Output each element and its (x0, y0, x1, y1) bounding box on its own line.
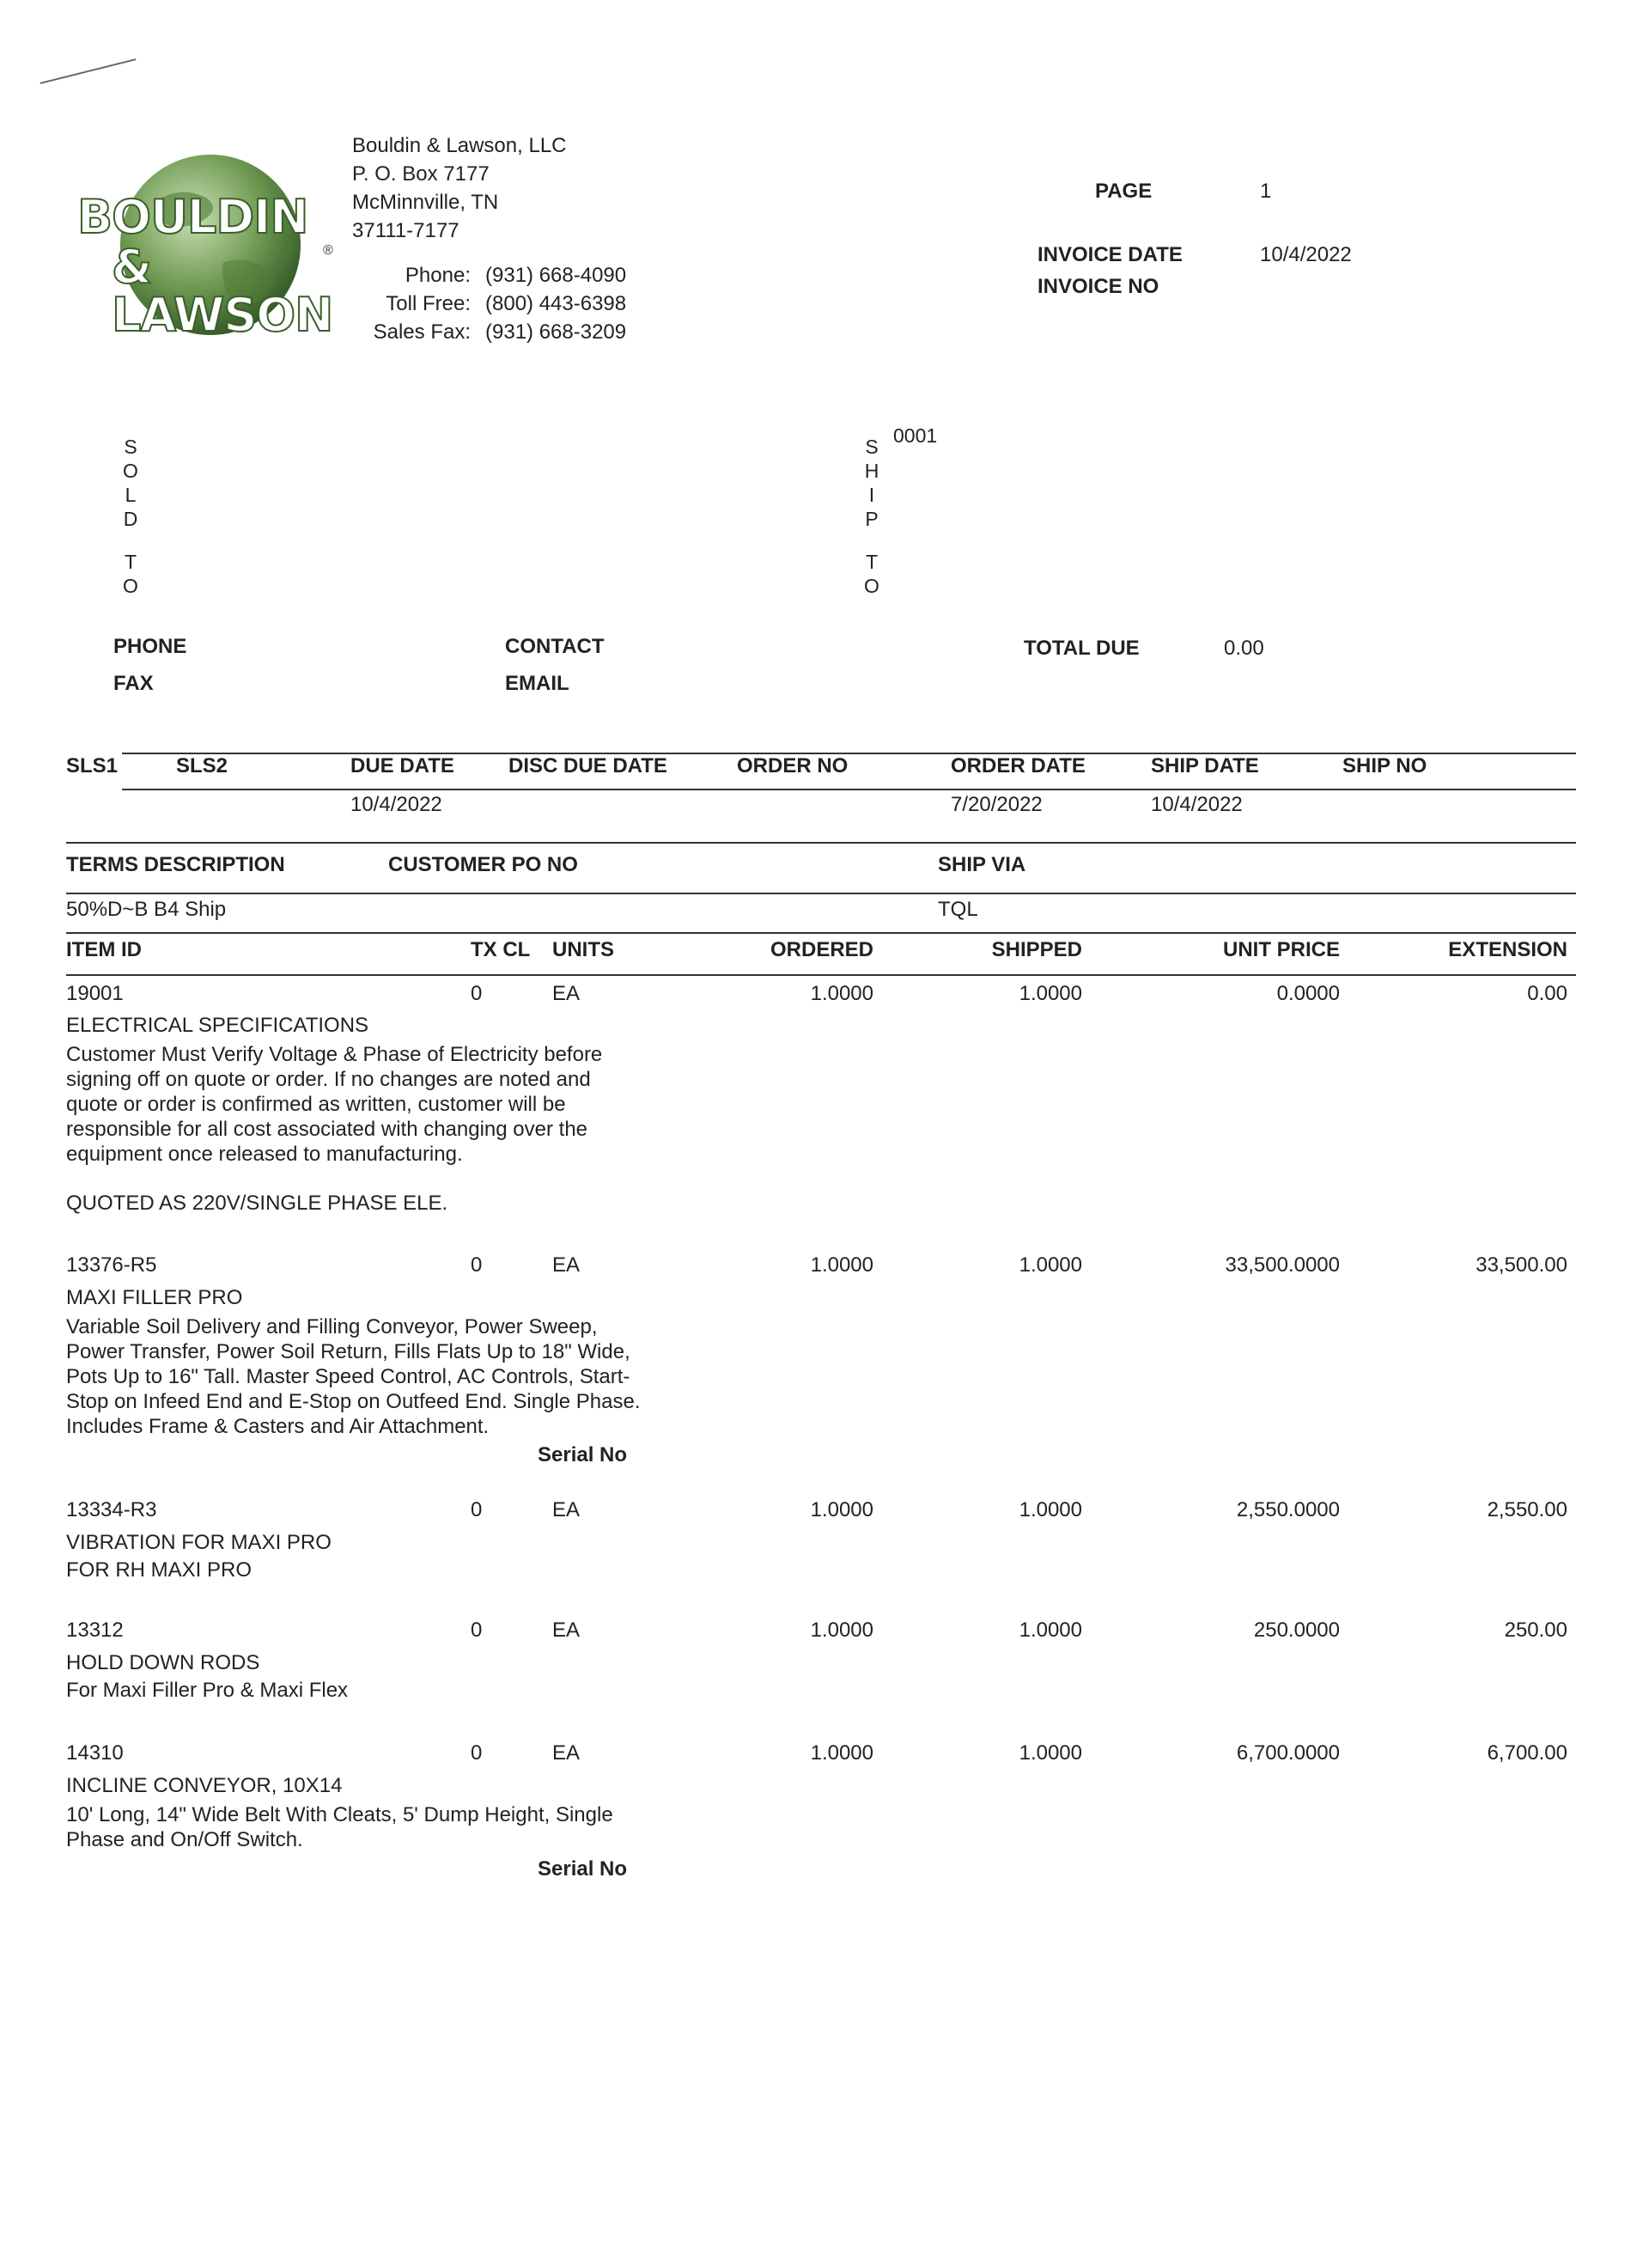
invoice-date: 10/4/2022 (1260, 243, 1352, 266)
divider-items-mid (66, 974, 1576, 976)
item-units: EA (552, 1498, 581, 1521)
item-desc-line: signing off on quote or order. If no changes are noted and (66, 1068, 591, 1091)
item-tx-cl: 0 (471, 1498, 483, 1521)
item-ordered: 1.0000 (810, 982, 873, 1005)
company-address-2: McMinnville, TN (352, 191, 499, 214)
terms-header: TERMS DESCRIPTION (66, 853, 285, 876)
due-date-header: DUE DATE (350, 754, 454, 777)
item-desc-line: Includes Frame & Casters and Air Attachment. (66, 1415, 490, 1438)
units-header: UNITS (552, 938, 614, 961)
page-number: 1 (1260, 180, 1272, 203)
sales-fax-label: Sales Fax: (373, 320, 471, 344)
item-unit-price: 33,500.0000 (1225, 1253, 1340, 1277)
item-extension: 6,700.00 (1487, 1741, 1567, 1765)
item-unit-price: 6,700.0000 (1236, 1741, 1340, 1765)
ship-via-value: TQL (938, 898, 978, 921)
item-unit-price: 2,550.0000 (1236, 1498, 1340, 1521)
item-units: EA (552, 982, 581, 1005)
item-desc-line: For Maxi Filler Pro & Maxi Flex (66, 1679, 349, 1702)
shipped-header: SHIPPED (991, 938, 1082, 961)
divider-terms-mid (66, 893, 1576, 894)
sold-label: S O L D (123, 436, 138, 530)
item-extension: 0.00 (1527, 982, 1567, 1005)
item-tx-cl: 0 (471, 1741, 483, 1765)
item-desc-line: Customer Must Verify Voltage & Phase of Electricity before (66, 1043, 603, 1066)
ship-to-label: T O (864, 551, 879, 597)
divider-terms-top (66, 842, 1576, 844)
item-id-header: ITEM ID (66, 938, 142, 961)
ship-via-header: SHIP VIA (938, 853, 1026, 876)
contact-field-label: CONTACT (505, 635, 605, 658)
item-title: INCLINE CONVEYOR, 10X14 (66, 1774, 343, 1797)
ordered-header: ORDERED (770, 938, 873, 961)
tollfree-value: (800) 443-6398 (485, 292, 627, 315)
company-name: Bouldin & Lawson, LLC (352, 134, 567, 157)
fax-field-label: FAX (113, 672, 154, 695)
extension-header: EXTENSION (1448, 938, 1567, 961)
logo-text-2: & LAWSON (112, 240, 333, 342)
item-ordered: 1.0000 (810, 1253, 873, 1277)
item-desc-line: quote or order is confirmed as written, customer will be (66, 1093, 566, 1116)
item-ordered: 1.0000 (810, 1741, 873, 1765)
sls2-header: SLS2 (176, 754, 228, 777)
item-tx-cl: 0 (471, 1619, 483, 1642)
item-units: EA (552, 1619, 581, 1642)
item-title: HOLD DOWN RODS (66, 1651, 260, 1674)
customer-po-header: CUSTOMER PO NO (388, 853, 578, 876)
item-shipped: 1.0000 (1019, 1619, 1082, 1642)
item-shipped: 1.0000 (1019, 1253, 1082, 1277)
item-ordered: 1.0000 (810, 1498, 873, 1521)
due-date-value: 10/4/2022 (350, 793, 442, 816)
item-tx-cl: 0 (471, 982, 483, 1005)
scan-mark (40, 58, 136, 84)
item-title: VIBRATION FOR MAXI PRO (66, 1531, 332, 1554)
ship-label: S H I P (864, 436, 879, 530)
item-unit-price: 250.0000 (1253, 1619, 1340, 1642)
disc-due-date-header: DISC DUE DATE (508, 754, 667, 777)
terms-value: 50%D~B B4 Ship (66, 898, 227, 921)
logo-registered: ® (323, 243, 333, 258)
item-desc-line: Variable Soil Delivery and Filling Conveyor, Power Sweep, (66, 1315, 598, 1338)
item-desc-line: Pots Up to 16" Tall. Master Speed Control, AC Controls, Start- (66, 1365, 630, 1388)
item-units: EA (552, 1741, 581, 1765)
invoice-date-label: INVOICE DATE (1037, 243, 1183, 266)
ship-date-header: SHIP DATE (1151, 754, 1259, 777)
item-id: 14310 (66, 1741, 124, 1765)
item-extension: 2,550.00 (1487, 1498, 1567, 1521)
divider-order-mid (122, 789, 1576, 790)
item-serial-label: Serial No (538, 1443, 628, 1466)
item-desc-line: Stop on Infeed End and E-Stop on Outfeed End. Single Phase. (66, 1390, 641, 1413)
item-units: EA (552, 1253, 581, 1277)
item-note: QUOTED AS 220V/SINGLE PHASE ELE. (66, 1192, 448, 1215)
item-extension: 250.00 (1504, 1619, 1567, 1642)
phone-field-label: PHONE (113, 635, 187, 658)
item-ordered: 1.0000 (810, 1619, 873, 1642)
ship-date-value: 10/4/2022 (1151, 793, 1243, 816)
ship-no-header: SHIP NO (1342, 754, 1427, 777)
item-id: 13376-R5 (66, 1253, 157, 1277)
item-serial-label: Serial No (538, 1857, 628, 1881)
total-due-value: 0.00 (1224, 637, 1264, 660)
item-desc-line: equipment once released to manufacturing. (66, 1143, 463, 1166)
total-due-label: TOTAL DUE (1024, 637, 1140, 660)
item-title: ELECTRICAL SPECIFICATIONS (66, 1014, 369, 1037)
ship-to-code: 0001 (893, 424, 938, 447)
item-desc-line: Power Transfer, Power Soil Return, Fills Flats Up to 18" Wide, (66, 1340, 630, 1363)
item-shipped: 1.0000 (1019, 1498, 1082, 1521)
item-id: 19001 (66, 982, 124, 1005)
company-address-1: P. O. Box 7177 (352, 162, 490, 186)
logo-text-1: BOULDIN (77, 190, 308, 244)
tollfree-label: Toll Free: (386, 292, 471, 315)
sales-fax-value: (931) 668-3209 (485, 320, 627, 344)
item-tx-cl: 0 (471, 1253, 483, 1277)
unit-price-header: UNIT PRICE (1222, 938, 1340, 961)
divider-items-top (66, 932, 1576, 934)
order-date-header: ORDER DATE (951, 754, 1086, 777)
item-id: 13312 (66, 1619, 124, 1642)
invoice-no-label: INVOICE NO (1037, 275, 1159, 298)
page-label: PAGE (1095, 180, 1153, 203)
item-unit-price: 0.0000 (1276, 982, 1340, 1005)
item-id: 13334-R3 (66, 1498, 157, 1521)
phone-label: Phone: (405, 264, 471, 287)
item-desc-line: FOR RH MAXI PRO (66, 1558, 253, 1582)
order-no-header: ORDER NO (737, 754, 849, 777)
company-address-3: 37111-7177 (352, 219, 459, 242)
item-desc-line: 10' Long, 14" Wide Belt With Cleats, 5' Dump Height, Single (66, 1803, 613, 1826)
company-logo (77, 150, 344, 342)
sold-to-label: T O (123, 551, 138, 597)
item-shipped: 1.0000 (1019, 982, 1082, 1005)
email-field-label: EMAIL (505, 672, 569, 695)
phone-value: (931) 668-4090 (485, 264, 627, 287)
item-desc-line: Phase and On/Off Switch. (66, 1828, 303, 1851)
item-shipped: 1.0000 (1019, 1741, 1082, 1765)
sls1-header: SLS1 (66, 754, 119, 777)
item-title: MAXI FILLER PRO (66, 1286, 243, 1309)
tx-cl-header: TX CL (471, 938, 531, 961)
item-desc-line: responsible for all cost associated with changing over the (66, 1118, 588, 1141)
order-date-value: 7/20/2022 (951, 793, 1043, 816)
item-extension: 33,500.00 (1476, 1253, 1567, 1277)
